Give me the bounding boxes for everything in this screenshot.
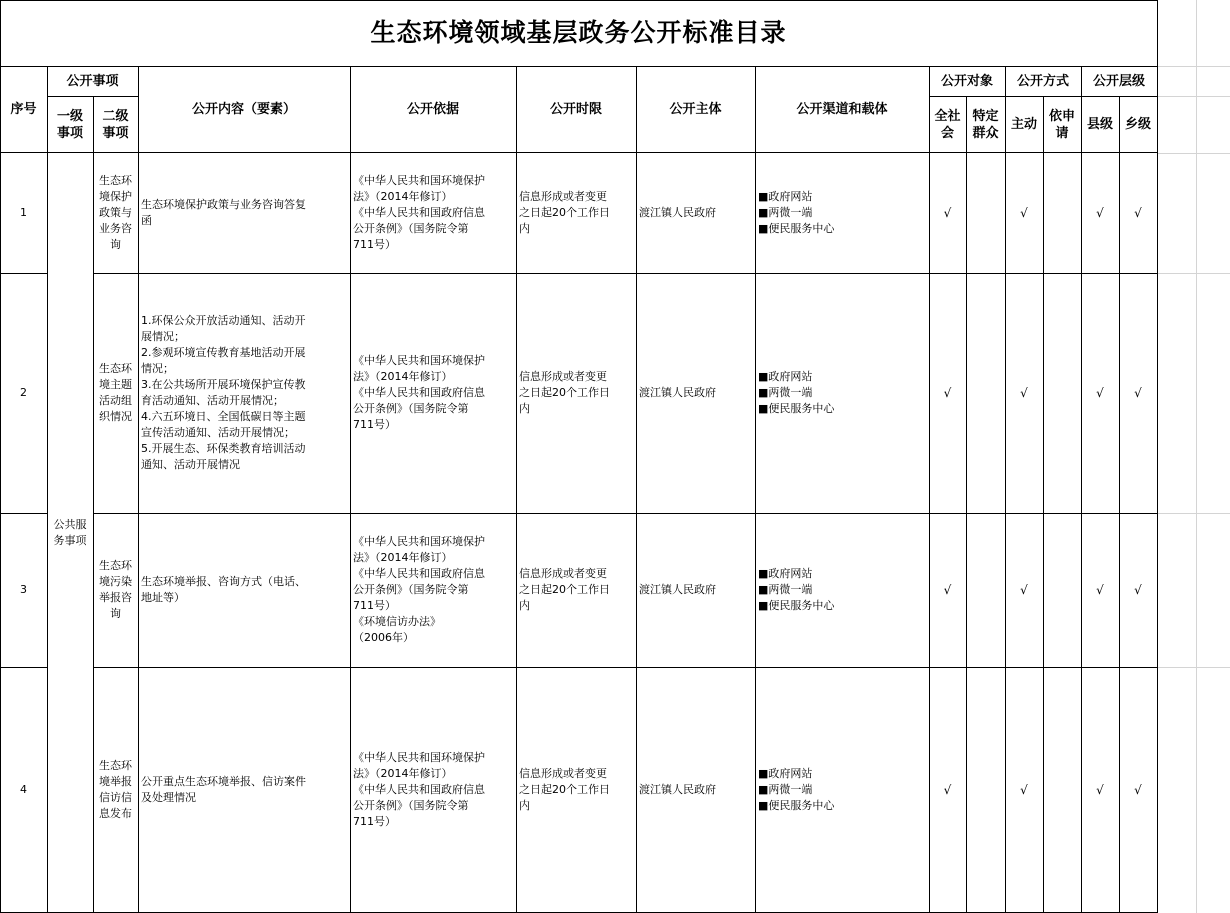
grid-line <box>0 273 47 274</box>
row-object-all: √ <box>943 386 952 400</box>
grid-line <box>636 66 637 913</box>
row-basis: 《中华人民共和国环境保护 法》（2014年修订） 《中华人民共和国政府信息 公开条例》（国务院令第 711号） <box>353 751 485 828</box>
row-object-specific <box>966 667 1005 913</box>
header-time-limit: 公开时限 <box>549 102 602 117</box>
header-level-county: 县级 <box>1086 117 1113 132</box>
row-object-all: √ <box>943 783 952 797</box>
row-subject: 渡江镇人民政府 <box>639 583 716 596</box>
row-subject: 渡江镇人民政府 <box>639 386 716 399</box>
header-content: 公开内容（要素） <box>191 102 296 117</box>
grid-line <box>0 66 1158 67</box>
header-object-all: 全社 会 <box>934 108 961 141</box>
row-level2: 生态环 境污染 举报咨 询 <box>99 559 132 620</box>
sheet-gridline <box>1157 273 1230 274</box>
row-seq: 2 <box>20 386 27 399</box>
row-method-active: √ <box>1020 386 1028 400</box>
row-object-specific <box>966 153 1005 273</box>
grid-line <box>0 667 47 668</box>
header-subject: 公开主体 <box>669 102 722 117</box>
grid-line <box>350 66 351 913</box>
row-time-limit: 信息形成或者变更 之日起20个工作日 内 <box>519 370 610 415</box>
row-seq: 1 <box>20 206 27 219</box>
grid-line <box>93 273 1158 274</box>
row-method-apply <box>1043 667 1081 913</box>
table-border-left <box>0 0 1 913</box>
row-object-all: √ <box>943 583 952 597</box>
row-level-county: √ <box>1096 783 1104 797</box>
header-level2: 二级 事项 <box>102 108 129 141</box>
sheet-gridline <box>1157 667 1230 668</box>
grid-line <box>1081 66 1082 913</box>
header-method-apply: 依申 请 <box>1048 108 1075 141</box>
sheet-gridline <box>1157 66 1230 67</box>
grid-line <box>93 513 1158 514</box>
row-channel: ■政府网站 ■两微一端 ■便民服务中心 <box>758 767 835 812</box>
grid-line <box>0 513 47 514</box>
header-level-town: 乡级 <box>1124 117 1151 132</box>
row-method-apply <box>1043 273 1081 513</box>
grid-line <box>966 96 967 913</box>
row-channel: ■政府网站 ■两微一端 ■便民服务中心 <box>758 190 835 235</box>
table-border-right <box>1157 0 1158 913</box>
row-object-all: √ <box>943 206 952 220</box>
row-time-limit: 信息形成或者变更 之日起20个工作日 内 <box>519 767 610 812</box>
grid-line <box>1043 96 1044 913</box>
table-border-top <box>0 0 1158 1</box>
row-seq: 3 <box>20 583 27 596</box>
row-level-town: √ <box>1134 583 1142 597</box>
header-public-items: 公开事项 <box>66 73 119 89</box>
header-seq: 序号 <box>10 102 37 117</box>
grid-line <box>929 66 930 913</box>
row-basis: 《中华人民共和国环境保护 法》（2014年修订） 《中华人民共和国政府信息 公开条例》（国务院令第 711号） <box>353 174 485 251</box>
row-basis: 《中华人民共和国环境保护 法》（2014年修订） 《中华人民共和国政府信息 公开条例》（国务院令第 711号） 《环境信访办法》 （2006年） <box>353 535 485 644</box>
level1-merged-cell: 公共服 务事项 <box>53 518 87 547</box>
header-level1: 一级 事项 <box>56 108 83 141</box>
row-content: 1.环保公众开放活动通知、活动开 展情况； 2.参观环境宣传教育基地活动开展 情况； 3.在公共场所开展环境保护宣传教 育活动通知、活动开展情况； 4.六五环境日、全国低碳日等主题 宣传活动通知、活动开展情况； 5.开展生态、环保类教育培训活动 通知、活动开展情况 <box>141 314 306 471</box>
row-time-limit: 信息形成或者变更 之日起20个工作日 内 <box>519 190 610 235</box>
grid-line <box>138 66 139 913</box>
sheet-gridline <box>1157 96 1230 97</box>
header-object-specific: 特定 群众 <box>972 108 999 141</box>
row-level-county: √ <box>1096 583 1104 597</box>
row-channel: ■政府网站 ■两微一端 ■便民服务中心 <box>758 370 835 415</box>
row-level-town: √ <box>1134 206 1142 220</box>
grid-line <box>1005 66 1006 913</box>
header-channel: 公开渠道和载体 <box>796 102 888 117</box>
row-method-apply <box>1043 513 1081 667</box>
header-method-active: 主动 <box>1010 117 1037 132</box>
row-method-active: √ <box>1020 206 1028 220</box>
row-level-town: √ <box>1134 783 1142 797</box>
row-content: 公开重点生态环境举报、信访案件 及处理情况 <box>141 775 306 804</box>
row-basis: 《中华人民共和国环境保护 法》（2014年修订） 《中华人民共和国政府信息 公开条例》（国务院令第 711号） <box>353 354 485 431</box>
sheet-gridline <box>1157 153 1230 154</box>
row-level2: 生态环 境举报 信访信 息发布 <box>99 759 132 820</box>
grid-line <box>516 66 517 913</box>
row-subject: 渡江镇人民政府 <box>639 206 716 219</box>
row-level-county: √ <box>1096 386 1104 400</box>
page-title: 生态环境领域基层政务公开标准目录 <box>370 18 787 47</box>
row-time-limit: 信息形成或者变更 之日起20个工作日 内 <box>519 567 610 612</box>
grid-line <box>1119 96 1120 913</box>
grid-line <box>0 152 1158 153</box>
sheet-gridline <box>1157 513 1230 514</box>
header-object: 公开对象 <box>940 73 993 89</box>
header-basis: 公开依据 <box>406 102 459 117</box>
grid-line <box>93 667 1158 668</box>
row-level-town: √ <box>1134 386 1142 400</box>
row-level-county: √ <box>1096 206 1104 220</box>
grid-line <box>47 66 48 913</box>
grid-line <box>93 96 94 913</box>
row-method-active: √ <box>1020 583 1028 597</box>
row-content: 生态环境保护政策与业务咨询答复 函 <box>141 198 306 227</box>
row-level2: 生态环 境主题 活动组 织情况 <box>99 362 132 423</box>
row-method-apply <box>1043 153 1081 273</box>
row-subject: 渡江镇人民政府 <box>639 783 716 796</box>
header-level: 公开层级 <box>1092 73 1145 89</box>
grid-line <box>755 66 756 913</box>
row-method-active: √ <box>1020 783 1028 797</box>
row-level2: 生态环 境保护 政策与 业务咨 询 <box>99 174 132 251</box>
row-object-specific <box>966 273 1005 513</box>
row-object-specific <box>966 513 1005 667</box>
header-method: 公开方式 <box>1016 73 1069 89</box>
sheet-gridline <box>1196 0 1197 913</box>
row-channel: ■政府网站 ■两微一端 ■便民服务中心 <box>758 567 835 612</box>
row-content: 生态环境举报、咨询方式（电话、 地址等） <box>141 575 306 604</box>
row-seq: 4 <box>20 783 27 796</box>
